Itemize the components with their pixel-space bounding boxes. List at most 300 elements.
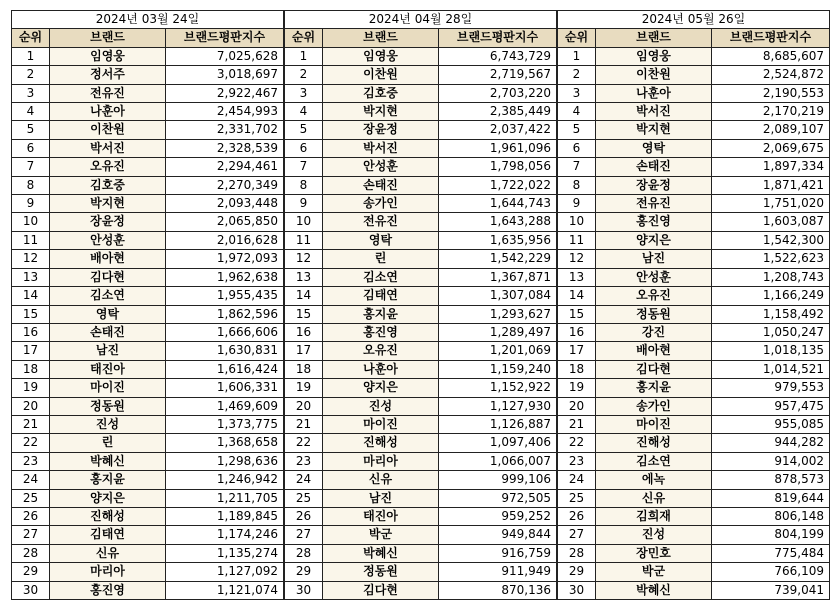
- rank-cell: 8: [558, 176, 596, 194]
- rank-cell: 16: [285, 323, 323, 341]
- brand-cell: 양지은: [596, 231, 712, 249]
- rank-header: 순위: [12, 29, 50, 47]
- rank-cell: 22: [12, 434, 50, 452]
- table-row: [12, 360, 284, 378]
- value-cell: 1,962,638: [166, 268, 284, 286]
- value-cell: 1,097,406: [439, 434, 557, 452]
- brand-cell: 김태연: [323, 287, 439, 305]
- value-cell: 1,862,596: [166, 305, 284, 323]
- table-row: [558, 250, 830, 268]
- rank-cell: 27: [12, 526, 50, 544]
- table-row: [12, 526, 284, 544]
- table-date: 2024년 04월 28일: [285, 11, 557, 29]
- table-row: [558, 66, 830, 84]
- value-cell: 916,759: [439, 544, 557, 562]
- table-row: [558, 489, 830, 507]
- brand-cell: 정서주: [50, 66, 166, 84]
- value-cell: 1,127,930: [439, 397, 557, 415]
- value-cell: 2,922,467: [166, 84, 284, 102]
- value-cell: 1,018,135: [712, 342, 830, 360]
- brand-cell: 김다현: [323, 581, 439, 599]
- value-cell: 1,368,658: [166, 434, 284, 452]
- table-row: [285, 507, 557, 525]
- value-cell: 2,016,628: [166, 231, 284, 249]
- brand-cell: 김호중: [50, 176, 166, 194]
- value-cell: 1,644,743: [439, 195, 557, 213]
- brand-cell: 영탁: [50, 305, 166, 323]
- value-cell: 1,955,435: [166, 287, 284, 305]
- brand-cell: 박군: [323, 526, 439, 544]
- rank-cell: 24: [558, 471, 596, 489]
- value-cell: 959,252: [439, 507, 557, 525]
- rank-cell: 11: [558, 231, 596, 249]
- table-row: [558, 103, 830, 121]
- table-row: [285, 139, 557, 157]
- value-cell: 1,121,074: [166, 581, 284, 599]
- table-row: [558, 213, 830, 231]
- table-row: [558, 176, 830, 194]
- value-cell: 957,475: [712, 397, 830, 415]
- rank-cell: 26: [12, 507, 50, 525]
- table-row: [558, 544, 830, 562]
- value-cell: 1,871,421: [712, 176, 830, 194]
- value-cell: 1,050,247: [712, 323, 830, 341]
- value-cell: 766,109: [712, 563, 830, 581]
- brand-cell: 양지은: [323, 379, 439, 397]
- rank-cell: 10: [285, 213, 323, 231]
- brand-cell: 신유: [596, 489, 712, 507]
- rank-cell: 22: [558, 434, 596, 452]
- brand-header: 브랜드: [50, 29, 166, 47]
- value-cell: 1,542,300: [712, 231, 830, 249]
- rank-cell: 9: [285, 195, 323, 213]
- table-row: [558, 268, 830, 286]
- brand-cell: 장윤정: [323, 121, 439, 139]
- value-header: 브랜드평판지수: [166, 29, 284, 47]
- table-row: [285, 415, 557, 433]
- brand-cell: 남진: [596, 250, 712, 268]
- table-row: [558, 507, 830, 525]
- value-cell: 1,367,871: [439, 268, 557, 286]
- value-cell: 979,553: [712, 379, 830, 397]
- brand-cell: 오유진: [323, 342, 439, 360]
- brand-cell: 정동원: [596, 305, 712, 323]
- brand-cell: 임영웅: [50, 47, 166, 65]
- table-row: [558, 471, 830, 489]
- brand-cell: 장민호: [596, 544, 712, 562]
- value-cell: 1,469,609: [166, 397, 284, 415]
- brand-cell: 이찬원: [50, 121, 166, 139]
- table-row: [558, 305, 830, 323]
- brand-cell: 홍지윤: [596, 379, 712, 397]
- table-row: [12, 397, 284, 415]
- rank-cell: 13: [285, 268, 323, 286]
- rank-cell: 18: [285, 360, 323, 378]
- rank-cell: 16: [12, 323, 50, 341]
- rank-cell: 29: [285, 563, 323, 581]
- value-cell: 1,643,288: [439, 213, 557, 231]
- brand-header: 브랜드: [596, 29, 712, 47]
- brand-cell: 전유진: [596, 195, 712, 213]
- value-cell: 949,844: [439, 526, 557, 544]
- value-cell: 2,093,448: [166, 195, 284, 213]
- rank-cell: 2: [285, 66, 323, 84]
- brand-cell: 전유진: [323, 213, 439, 231]
- brand-cell: 박지현: [596, 121, 712, 139]
- value-cell: 878,573: [712, 471, 830, 489]
- value-cell: 1,289,497: [439, 323, 557, 341]
- brand-cell: 홍진영: [323, 323, 439, 341]
- table-row: [558, 323, 830, 341]
- table-row: [12, 103, 284, 121]
- brand-cell: 김다현: [596, 360, 712, 378]
- value-cell: 1,972,093: [166, 250, 284, 268]
- table-row: [558, 158, 830, 176]
- table-row: [12, 342, 284, 360]
- value-cell: 1,174,246: [166, 526, 284, 544]
- table-row: [285, 84, 557, 102]
- table-row: [12, 66, 284, 84]
- rank-cell: 29: [12, 563, 50, 581]
- value-cell: 1,246,942: [166, 471, 284, 489]
- table-row: [285, 66, 557, 84]
- value-cell: 1,158,492: [712, 305, 830, 323]
- rank-cell: 7: [12, 158, 50, 176]
- rank-cell: 24: [12, 471, 50, 489]
- rank-cell: 15: [12, 305, 50, 323]
- table-date: 2024년 03월 24일: [12, 11, 284, 29]
- table-row: [285, 231, 557, 249]
- value-cell: 1,189,845: [166, 507, 284, 525]
- table-row: [558, 415, 830, 433]
- brand-cell: 안성훈: [323, 158, 439, 176]
- rank-cell: 1: [12, 47, 50, 65]
- rank-cell: 6: [12, 139, 50, 157]
- rank-cell: 21: [285, 415, 323, 433]
- table-row: [558, 195, 830, 213]
- rank-cell: 22: [285, 434, 323, 452]
- table-row: [285, 268, 557, 286]
- rank-cell: 21: [558, 415, 596, 433]
- rank-cell: 19: [12, 379, 50, 397]
- rank-cell: 27: [285, 526, 323, 544]
- rank-cell: 27: [558, 526, 596, 544]
- value-cell: 1,522,623: [712, 250, 830, 268]
- value-cell: 819,644: [712, 489, 830, 507]
- brand-cell: 진해성: [323, 434, 439, 452]
- value-cell: 1,159,240: [439, 360, 557, 378]
- value-header: 브랜드평판지수: [439, 29, 557, 47]
- brand-cell: 박혜신: [596, 581, 712, 599]
- rank-cell: 12: [12, 250, 50, 268]
- value-cell: 1,201,069: [439, 342, 557, 360]
- value-cell: 1,897,334: [712, 158, 830, 176]
- rank-cell: 15: [285, 305, 323, 323]
- ranking-table-3: [557, 10, 830, 600]
- value-cell: 2,328,539: [166, 139, 284, 157]
- rank-cell: 19: [558, 379, 596, 397]
- rank-cell: 14: [12, 287, 50, 305]
- brand-cell: 박혜신: [323, 544, 439, 562]
- value-cell: 1,542,229: [439, 250, 557, 268]
- table-row: [558, 379, 830, 397]
- brand-cell: 손태진: [50, 323, 166, 341]
- table-row: [285, 489, 557, 507]
- table-row: [285, 47, 557, 65]
- rank-cell: 14: [558, 287, 596, 305]
- value-cell: 1,635,956: [439, 231, 557, 249]
- table-date: 2024년 05월 26일: [558, 11, 830, 29]
- rank-cell: 10: [558, 213, 596, 231]
- brand-cell: 임영웅: [596, 47, 712, 65]
- value-cell: 804,199: [712, 526, 830, 544]
- rank-cell: 4: [12, 103, 50, 121]
- table-row: [12, 176, 284, 194]
- rank-cell: 11: [285, 231, 323, 249]
- brand-cell: 홍진영: [50, 581, 166, 599]
- value-cell: 1,373,775: [166, 415, 284, 433]
- rank-cell: 4: [285, 103, 323, 121]
- table-row: [12, 268, 284, 286]
- brand-cell: 박지현: [50, 195, 166, 213]
- table-row: [12, 415, 284, 433]
- table-row: [12, 47, 284, 65]
- table-row: [285, 287, 557, 305]
- ranking-tables: [11, 10, 830, 600]
- value-cell: 1,014,521: [712, 360, 830, 378]
- brand-cell: 임영웅: [323, 47, 439, 65]
- value-cell: 1,603,087: [712, 213, 830, 231]
- table-row: [558, 47, 830, 65]
- brand-cell: 마이진: [50, 379, 166, 397]
- table-row: [558, 434, 830, 452]
- rank-cell: 16: [558, 323, 596, 341]
- rank-header: 순위: [285, 29, 323, 47]
- rank-cell: 5: [12, 121, 50, 139]
- brand-cell: 김소연: [50, 287, 166, 305]
- brand-cell: 손태진: [596, 158, 712, 176]
- rank-cell: 13: [558, 268, 596, 286]
- table-row: [285, 471, 557, 489]
- rank-cell: 19: [285, 379, 323, 397]
- brand-cell: 양지은: [50, 489, 166, 507]
- value-cell: 870,136: [439, 581, 557, 599]
- table-row: [285, 213, 557, 231]
- brand-cell: 박서진: [596, 103, 712, 121]
- rank-cell: 1: [285, 47, 323, 65]
- table-row: [558, 452, 830, 470]
- rank-cell: 9: [558, 195, 596, 213]
- brand-cell: 진성: [596, 526, 712, 544]
- value-cell: 775,484: [712, 544, 830, 562]
- rank-cell: 17: [285, 342, 323, 360]
- table-row: [285, 526, 557, 544]
- value-cell: 2,294,461: [166, 158, 284, 176]
- rank-header: 순위: [558, 29, 596, 47]
- rank-cell: 20: [12, 397, 50, 415]
- table-row: [12, 323, 284, 341]
- brand-cell: 남진: [323, 489, 439, 507]
- value-cell: 1,293,627: [439, 305, 557, 323]
- value-cell: 1,211,705: [166, 489, 284, 507]
- table-row: [558, 139, 830, 157]
- rank-cell: 14: [285, 287, 323, 305]
- brand-cell: 나훈아: [323, 360, 439, 378]
- brand-cell: 배아현: [596, 342, 712, 360]
- brand-cell: 진성: [323, 397, 439, 415]
- rank-cell: 12: [558, 250, 596, 268]
- brand-cell: 김소연: [596, 452, 712, 470]
- rank-cell: 29: [558, 563, 596, 581]
- value-cell: 2,069,675: [712, 139, 830, 157]
- table-row: [285, 563, 557, 581]
- table-row: [12, 231, 284, 249]
- table-row: [285, 434, 557, 452]
- brand-cell: 마이진: [323, 415, 439, 433]
- value-cell: 2,089,107: [712, 121, 830, 139]
- table-row: [12, 195, 284, 213]
- brand-cell: 김다현: [50, 268, 166, 286]
- brand-cell: 린: [50, 434, 166, 452]
- table-row: [558, 526, 830, 544]
- rank-cell: 7: [558, 158, 596, 176]
- brand-cell: 장윤정: [596, 176, 712, 194]
- brand-cell: 마리아: [50, 563, 166, 581]
- value-cell: 2,454,993: [166, 103, 284, 121]
- brand-cell: 에녹: [596, 471, 712, 489]
- value-cell: 8,685,607: [712, 47, 830, 65]
- value-cell: 2,190,553: [712, 84, 830, 102]
- value-cell: 914,002: [712, 452, 830, 470]
- rank-cell: 26: [558, 507, 596, 525]
- rank-cell: 28: [12, 544, 50, 562]
- value-cell: 2,170,219: [712, 103, 830, 121]
- value-cell: 739,041: [712, 581, 830, 599]
- brand-cell: 나훈아: [50, 103, 166, 121]
- brand-cell: 송가인: [596, 397, 712, 415]
- table-row: [285, 379, 557, 397]
- brand-cell: 박지현: [323, 103, 439, 121]
- brand-cell: 신유: [50, 544, 166, 562]
- rank-cell: 3: [285, 84, 323, 102]
- rank-cell: 23: [285, 452, 323, 470]
- rank-cell: 1: [558, 47, 596, 65]
- table-row: [12, 563, 284, 581]
- brand-cell: 송가인: [323, 195, 439, 213]
- table-row: [285, 397, 557, 415]
- brand-cell: 정동원: [323, 563, 439, 581]
- value-cell: 1,066,007: [439, 452, 557, 470]
- value-cell: 2,719,567: [439, 66, 557, 84]
- value-cell: 2,385,449: [439, 103, 557, 121]
- value-cell: 1,798,056: [439, 158, 557, 176]
- table-row: [12, 305, 284, 323]
- table-row: [558, 287, 830, 305]
- table-row: [12, 139, 284, 157]
- value-cell: 1,127,092: [166, 563, 284, 581]
- rank-cell: 25: [285, 489, 323, 507]
- rank-cell: 7: [285, 158, 323, 176]
- rank-cell: 6: [558, 139, 596, 157]
- rank-cell: 12: [285, 250, 323, 268]
- brand-cell: 김희재: [596, 507, 712, 525]
- brand-cell: 김호중: [323, 84, 439, 102]
- table-row: [558, 84, 830, 102]
- table-row: [285, 305, 557, 323]
- table-row: [12, 452, 284, 470]
- value-cell: 1,616,424: [166, 360, 284, 378]
- value-cell: 944,282: [712, 434, 830, 452]
- value-cell: 1,298,636: [166, 452, 284, 470]
- table-row: [12, 84, 284, 102]
- table-row: [12, 287, 284, 305]
- brand-cell: 태진아: [323, 507, 439, 525]
- rank-cell: 17: [558, 342, 596, 360]
- table-row: [285, 121, 557, 139]
- table-row: [285, 103, 557, 121]
- brand-cell: 진해성: [50, 507, 166, 525]
- rank-cell: 6: [285, 139, 323, 157]
- value-cell: 2,065,850: [166, 213, 284, 231]
- brand-cell: 김태연: [50, 526, 166, 544]
- value-cell: 1,126,887: [439, 415, 557, 433]
- brand-cell: 이찬원: [323, 66, 439, 84]
- brand-cell: 손태진: [323, 176, 439, 194]
- table-row: [285, 342, 557, 360]
- value-cell: 1,630,831: [166, 342, 284, 360]
- value-cell: 2,331,702: [166, 121, 284, 139]
- brand-cell: 오유진: [50, 158, 166, 176]
- value-cell: 3,018,697: [166, 66, 284, 84]
- value-header: 브랜드평판지수: [712, 29, 830, 47]
- brand-cell: 진해성: [596, 434, 712, 452]
- rank-cell: 30: [285, 581, 323, 599]
- table-row: [12, 379, 284, 397]
- table-row: [285, 323, 557, 341]
- rank-cell: 8: [12, 176, 50, 194]
- brand-cell: 장윤정: [50, 213, 166, 231]
- rank-cell: 2: [12, 66, 50, 84]
- value-cell: 2,270,349: [166, 176, 284, 194]
- rank-cell: 20: [285, 397, 323, 415]
- brand-cell: 박혜신: [50, 452, 166, 470]
- value-cell: 806,148: [712, 507, 830, 525]
- table-row: [285, 158, 557, 176]
- rank-cell: 23: [558, 452, 596, 470]
- table-row: [558, 231, 830, 249]
- rank-cell: 28: [285, 544, 323, 562]
- table-row: [12, 434, 284, 452]
- value-cell: 1,751,020: [712, 195, 830, 213]
- rank-cell: 25: [558, 489, 596, 507]
- ranking-table-1: [11, 10, 284, 600]
- table-row: [558, 342, 830, 360]
- brand-header: 브랜드: [323, 29, 439, 47]
- rank-cell: 25: [12, 489, 50, 507]
- table-row: [12, 507, 284, 525]
- value-cell: 1,135,274: [166, 544, 284, 562]
- value-cell: 2,524,872: [712, 66, 830, 84]
- value-cell: 1,666,606: [166, 323, 284, 341]
- rank-cell: 3: [558, 84, 596, 102]
- table-row: [12, 158, 284, 176]
- brand-cell: 남진: [50, 342, 166, 360]
- table-row: [12, 489, 284, 507]
- rank-cell: 5: [285, 121, 323, 139]
- rank-cell: 21: [12, 415, 50, 433]
- rank-cell: 24: [285, 471, 323, 489]
- brand-cell: 박군: [596, 563, 712, 581]
